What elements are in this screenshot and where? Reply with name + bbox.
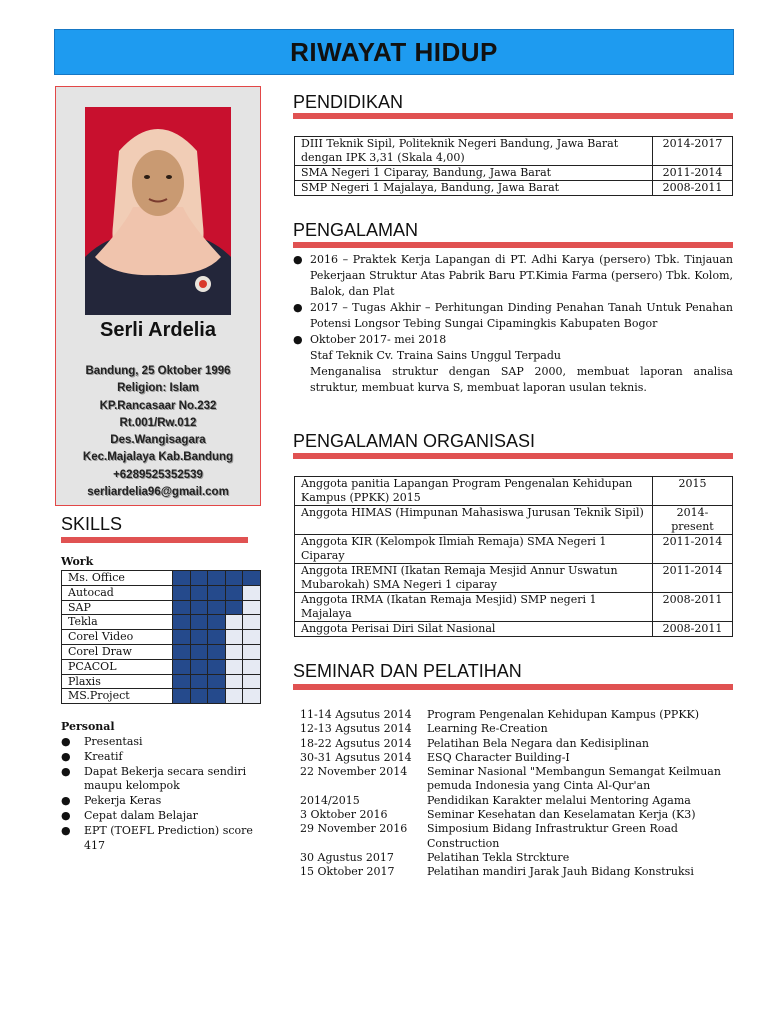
personal-skills-label: Personal <box>61 720 115 733</box>
skill-level-cell <box>173 571 191 586</box>
address-rt-rw: Rt.001/Rw.012 <box>119 416 197 429</box>
bullet-icon: ● <box>293 333 303 346</box>
skill-level-cell <box>208 659 226 674</box>
list-item <box>300 765 734 794</box>
list-item <box>293 332 733 396</box>
title-banner <box>54 29 734 75</box>
section-title-skills: SKILLS <box>61 514 123 534</box>
personal-skills-list <box>61 735 261 853</box>
list-item <box>293 300 733 332</box>
table-row <box>295 506 733 535</box>
skill-name: Plaxis <box>62 674 173 689</box>
bullet-icon: ● <box>293 253 303 266</box>
skill-name: PCACOL <box>62 659 173 674</box>
skill-level-cell <box>190 615 208 630</box>
section-title-pendidikan: PENDIDIKAN <box>293 92 404 112</box>
seminar-title: ESQ Character Building-I <box>427 750 570 764</box>
table-row <box>295 622 733 637</box>
skill-row <box>62 571 261 586</box>
list-item-text: Pekerja Keras <box>84 794 162 808</box>
table-cell: 2015 <box>653 477 733 506</box>
skill-level-cell <box>243 689 261 704</box>
seminar-date: 29 November 2016 <box>300 822 408 836</box>
seminar-title: Program Pengenalan Kehidupan Kampus (PPKK) <box>427 708 700 721</box>
skill-level-cell <box>190 600 208 615</box>
skill-level-cell <box>243 644 261 659</box>
skill-level-cell <box>225 674 243 689</box>
skill-level-cell <box>243 571 261 586</box>
skill-level-cell <box>208 689 226 704</box>
list-item <box>300 737 734 751</box>
seminar-date: 30-31 Agsutus 2014 <box>300 750 412 764</box>
religion: Religion: Islam <box>117 382 199 395</box>
seminar-title: Pelatihan Tekla Strckture <box>427 850 570 864</box>
seminar-title: Simposium Bidang Infrastruktur Green Road Construction <box>427 822 678 850</box>
skill-level-cell <box>208 644 226 659</box>
experience-list <box>293 252 733 396</box>
section-divider <box>293 684 733 690</box>
skill-level-cell <box>173 585 191 600</box>
skill-level-cell <box>173 630 191 645</box>
profile-card <box>55 86 261 506</box>
table-row <box>295 166 733 181</box>
seminar-date: 15 Oktober 2017 <box>300 865 395 879</box>
bullet-icon: ● <box>61 735 71 748</box>
address-district: Kec.Majalaya Kab.Bandung <box>82 451 234 464</box>
section-title-pengalaman: PENGALAMAN <box>293 220 419 240</box>
table-cell: 2008-2011 <box>653 593 733 622</box>
section-divider <box>293 113 733 119</box>
skill-level-cell <box>208 585 226 600</box>
list-item-text: EPT (TOEFL Prediction) score 417 <box>84 823 253 852</box>
email-address: serliardelia96@gmail.com <box>87 486 229 499</box>
section-divider <box>293 242 733 248</box>
skill-level-cell <box>243 585 261 600</box>
table-cell: SMA Negeri 1 Ciparay, Bandung, Jawa Barat <box>295 166 653 181</box>
table-cell: Anggota HIMAS (Himpunan Mahasiswa Jurusan Teknik Sipil) <box>295 506 653 535</box>
seminar-title: Seminar Nasional "Membangun Semangat Keilmuan pemuda Indonesia yang Cinta Al-Qur'an <box>427 765 721 793</box>
table-cell: DIII Teknik Sipil, Politeknik Negeri Bandung, Jawa Barat dengan IPK 3,31 (Skala 4,00) <box>295 137 653 166</box>
skill-row <box>62 600 261 615</box>
section-title-seminar: SEMINAR DAN PELATIHAN <box>293 661 522 681</box>
skill-level-cell <box>190 571 208 586</box>
skill-level-cell <box>208 630 226 645</box>
skill-row <box>62 674 261 689</box>
education-table <box>294 136 733 196</box>
skill-level-cell <box>225 615 243 630</box>
section-divider <box>61 537 248 543</box>
work-skills-label: Work <box>61 555 94 568</box>
bullet-icon: ● <box>61 823 71 837</box>
list-item <box>61 750 261 765</box>
skill-level-cell <box>173 600 191 615</box>
skill-level-cell <box>190 630 208 645</box>
profile-info <box>56 363 260 501</box>
list-item <box>293 252 733 300</box>
list-item <box>300 794 734 808</box>
skill-level-cell <box>190 689 208 704</box>
skill-row <box>62 644 261 659</box>
seminar-date: 22 November 2014 <box>300 765 408 779</box>
list-item-text: Dapat Bekerja secara sendiri maupu kelompok <box>84 764 247 793</box>
bullet-icon: ● <box>61 749 71 763</box>
skill-level-cell <box>225 644 243 659</box>
list-item <box>300 722 734 736</box>
bullet-icon: ● <box>61 808 71 822</box>
profile-photo <box>85 107 231 315</box>
profile-name: Serli Ardelia <box>100 319 216 341</box>
table-row <box>295 564 733 593</box>
skill-row <box>62 659 261 674</box>
skill-level-cell <box>243 630 261 645</box>
list-item <box>300 851 734 865</box>
skill-name: MS.Project <box>62 689 173 704</box>
list-item <box>61 735 261 750</box>
list-item <box>61 824 261 854</box>
table-row <box>295 593 733 622</box>
skill-level-cell <box>190 674 208 689</box>
table-cell: Anggota IREMNI (Ikatan Remaja Mesjid Annur Uswatun Mubarokah) SMA Negeri 1 ciparay <box>295 564 653 593</box>
skill-level-cell <box>173 615 191 630</box>
skill-level-cell <box>243 600 261 615</box>
list-item <box>300 751 734 765</box>
address-street: KP.Rancasaar No.232 <box>99 399 217 412</box>
seminar-date: 11-14 Agsutus 2014 <box>300 708 412 721</box>
skill-level-cell <box>208 674 226 689</box>
list-item <box>300 822 734 851</box>
skill-level-cell <box>190 585 208 600</box>
skill-level-cell <box>225 600 243 615</box>
list-item-text: Menganalisa struktur dengan SAP 2000, membuat laporan analisa struktur, membuat kurva S, membuat laporan usulan teknis. <box>310 365 733 394</box>
list-item <box>61 809 261 824</box>
skill-level-cell <box>190 644 208 659</box>
table-cell: 2011-2014 <box>653 564 733 593</box>
skill-name: Autocad <box>62 585 173 600</box>
list-item-text: Cepat dalam Belajar <box>84 808 198 822</box>
skill-level-cell <box>225 571 243 586</box>
list-item-text: Staf Teknik Cv. Traina Sains Unggul Terpadu <box>310 349 561 362</box>
address-village: Des.Wangisagara <box>110 434 206 447</box>
list-item-text: 2016 – Praktek Kerja Lapangan di PT. Adhi Karya (persero) Tbk. Tinjauan Pekerjaan Struktur Atas Pabrik Baru PT.Kimia Farma (persero) Tbk. Kolom, Balok, dan Plat <box>310 253 733 298</box>
skill-level-cell <box>243 659 261 674</box>
table-cell: 2011-2014 <box>653 535 733 564</box>
seminar-title: Pendidikan Karakter melalui Mentoring Agama <box>427 793 691 807</box>
skill-level-cell <box>173 674 191 689</box>
table-cell: Anggota IRMA (Ikatan Remaja Mesjid) SMP negeri 1 Majalaya <box>295 593 653 622</box>
table-row <box>295 477 733 506</box>
bullet-icon: ● <box>61 764 71 778</box>
seminar-date: 2014/2015 <box>300 793 360 807</box>
skill-level-cell <box>243 615 261 630</box>
seminar-date: 18-22 Agsutus 2014 <box>300 736 412 750</box>
list-item <box>61 794 261 809</box>
table-cell: Anggota panitia Lapangan Program Pengenalan Kehidupan Kampus (PPKK) 2015 <box>295 477 653 506</box>
table-cell: SMP Negeri 1 Majalaya, Bandung, Jawa Barat <box>295 181 653 196</box>
work-skills-table <box>61 570 261 704</box>
bullet-icon: ● <box>61 794 71 808</box>
phone-number: +6289525352539 <box>113 468 203 481</box>
table-row <box>295 137 733 166</box>
seminar-title: Learning Re-Creation <box>427 722 548 736</box>
skill-row <box>62 615 261 630</box>
skill-name: SAP <box>62 600 173 615</box>
seminar-title: Pelatihan mandiri Jarak Jauh Bidang Konstruksi <box>427 865 694 879</box>
seminar-date: 3 Oktober 2016 <box>300 808 388 822</box>
skill-row <box>62 689 261 704</box>
skill-name: Ms. Office <box>62 571 173 586</box>
list-item <box>300 808 734 822</box>
table-cell: 2011-2014 <box>653 166 733 181</box>
bullet-icon: ● <box>293 301 303 314</box>
skill-level-cell <box>173 689 191 704</box>
organization-table <box>294 476 733 637</box>
skill-level-cell <box>208 615 226 630</box>
seminar-title: Pelatihan Bela Negara dan Kedisiplinan <box>427 736 650 750</box>
table-cell: 2014-present <box>653 506 733 535</box>
list-item-text: 2017 – Tugas Akhir – Perhitungan Dinding Penahan Tanah Untuk Penahan Potensi Longsor Tebing Sungai Cipamingkis Kabupaten Bogor <box>310 301 733 330</box>
skill-level-cell <box>208 600 226 615</box>
section-title-organisasi: PENGALAMAN ORGANISASI <box>293 431 536 451</box>
seminar-date: 12-13 Agsutus 2014 <box>300 722 412 736</box>
skill-name: Corel Draw <box>62 644 173 659</box>
table-cell: 2008-2011 <box>653 181 733 196</box>
section-divider <box>293 453 733 459</box>
skill-level-cell <box>243 674 261 689</box>
skill-level-cell <box>225 659 243 674</box>
page-title: RIWAYAT HIDUP <box>290 37 498 67</box>
list-item <box>300 708 734 722</box>
table-cell: Anggota Perisai Diri Silat Nasional <box>295 622 653 637</box>
table-cell: 2008-2011 <box>653 622 733 637</box>
birth-date: Bandung, 25 Oktober 1996 <box>85 365 231 377</box>
skill-level-cell <box>225 585 243 600</box>
list-item-text: Presentasi <box>84 735 143 748</box>
skill-name: Tekla <box>62 615 173 630</box>
list-item-text: Oktober 2017- mei 2018 <box>310 333 447 346</box>
skill-level-cell <box>225 630 243 645</box>
table-row <box>295 535 733 564</box>
table-cell: 2014-2017 <box>653 137 733 166</box>
skill-level-cell <box>173 644 191 659</box>
skill-row <box>62 630 261 645</box>
list-item <box>61 765 261 795</box>
skill-level-cell <box>190 659 208 674</box>
skill-level-cell <box>225 689 243 704</box>
skill-name: Corel Video <box>62 630 173 645</box>
seminar-title: Seminar Kesehatan dan Keselamatan Kerja (K3) <box>427 808 696 822</box>
seminar-list <box>300 708 734 880</box>
skill-row <box>62 585 261 600</box>
seminar-date: 30 Agustus 2017 <box>300 850 394 864</box>
skill-level-cell <box>208 571 226 586</box>
skill-level-cell <box>173 659 191 674</box>
list-item <box>300 865 734 879</box>
table-row <box>295 181 733 196</box>
table-cell: Anggota KIR (Kelompok Ilmiah Remaja) SMA Negeri 1 Ciparay <box>295 535 653 564</box>
list-item-text: Kreatif <box>84 749 123 763</box>
